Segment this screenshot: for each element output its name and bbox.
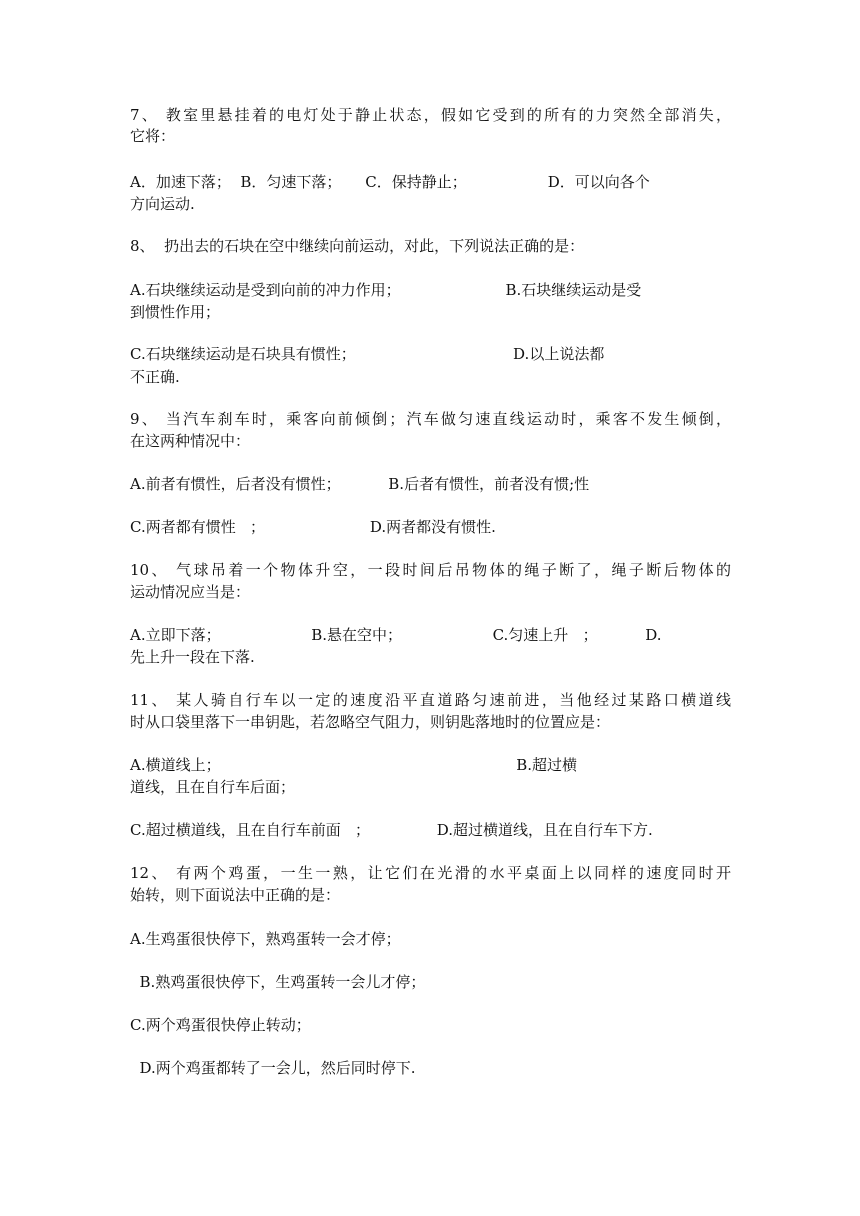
question-9-stem-line-1: 9、 当汽车刹车时，乘客向前倾倒；汽车做匀速直线运动时，乘客不发生倾倒， (130, 410, 731, 428)
question-8-options-line-2: 到惯性作用； (130, 303, 221, 321)
question-10-options-line-1: A.立即下落； B.悬在空中； C.匀速上升 ； D. (130, 626, 662, 644)
question-10-options-line-2: 先上升一段在下落. (130, 648, 255, 666)
question-11-stem-line-2: 时从口袋里落下一串钥匙，若忽略空气阻力，则钥匙落地时的位置应是： (130, 713, 611, 731)
question-10-stem-line-1: 10、 气球吊着一个物体升空，一段时间后吊物体的绳子断了，绳子断后物体的 (130, 561, 731, 579)
question-11-stem-line-1: 11、 某人骑自行车以一定的速度沿平直道路匀速前进，当他经过某路口横道线 (130, 691, 731, 709)
question-8-stem-line-1: 8、 扔出去的石块在空中继续向前运动，对此，下列说法正确的是： (130, 237, 585, 255)
question-12-option-a: A.生鸡蛋很快停下，熟鸡蛋转一会才停； (130, 930, 401, 948)
question-7-options-line-2: 方向运动. (130, 195, 195, 213)
question-9-options-line-2: C.两者都有惯性 ； D.两者都没有惯性. (130, 518, 496, 536)
question-9-stem-line-2: 在这两种情况中： (130, 432, 251, 450)
question-11-options-line-3: C.超过横道线，且在自行车前面 ； D.超过横道线，且在自行车下方. (130, 821, 653, 839)
question-12-option-c: C.两个鸡蛋很快停止转动； (130, 1016, 311, 1034)
question-12-option-b: B.熟鸡蛋很快停下，生鸡蛋转一会儿才停； (130, 973, 426, 991)
question-11-options-line-2: 道线，且在自行车后面； (130, 778, 296, 796)
question-11-options-line-1: A.横道线上； B.超过横 (130, 756, 578, 774)
question-7-stem-line-2: 它将： (130, 127, 176, 145)
question-8-options-line-1: A.石块继续运动是受到向前的冲力作用； B.石块继续运动是受 (130, 281, 642, 299)
question-7-options-line-1: A．加速下落； B．匀速下落； C．保持静止； D．可以向各个 (130, 173, 650, 191)
question-9-options-line-1: A.前者有惯性，后者没有惯性； B.后者有惯性，前者没有惯;性 (130, 475, 590, 493)
question-10-stem-line-2: 运动情况应当是： (130, 583, 251, 601)
question-12-stem-line-2: 始转，则下面说法中正确的是： (130, 886, 341, 904)
question-8-options-line-4: 不正确. (130, 368, 180, 386)
question-12-stem-line-1: 12、 有两个鸡蛋，一生一熟，让它们在光滑的水平桌面上以同样的速度同时开 (130, 864, 731, 882)
question-12-option-d: D.两个鸡蛋都转了一会儿，然后同时停下. (130, 1059, 416, 1077)
question-8-options-line-3: C.石块继续运动是石块具有惯性； D.以上说法都 (130, 345, 605, 363)
question-7-stem-line-1: 7、 教室里悬挂着的电灯处于静止状态，假如它受到的所有的力突然全部消失， (130, 106, 731, 124)
